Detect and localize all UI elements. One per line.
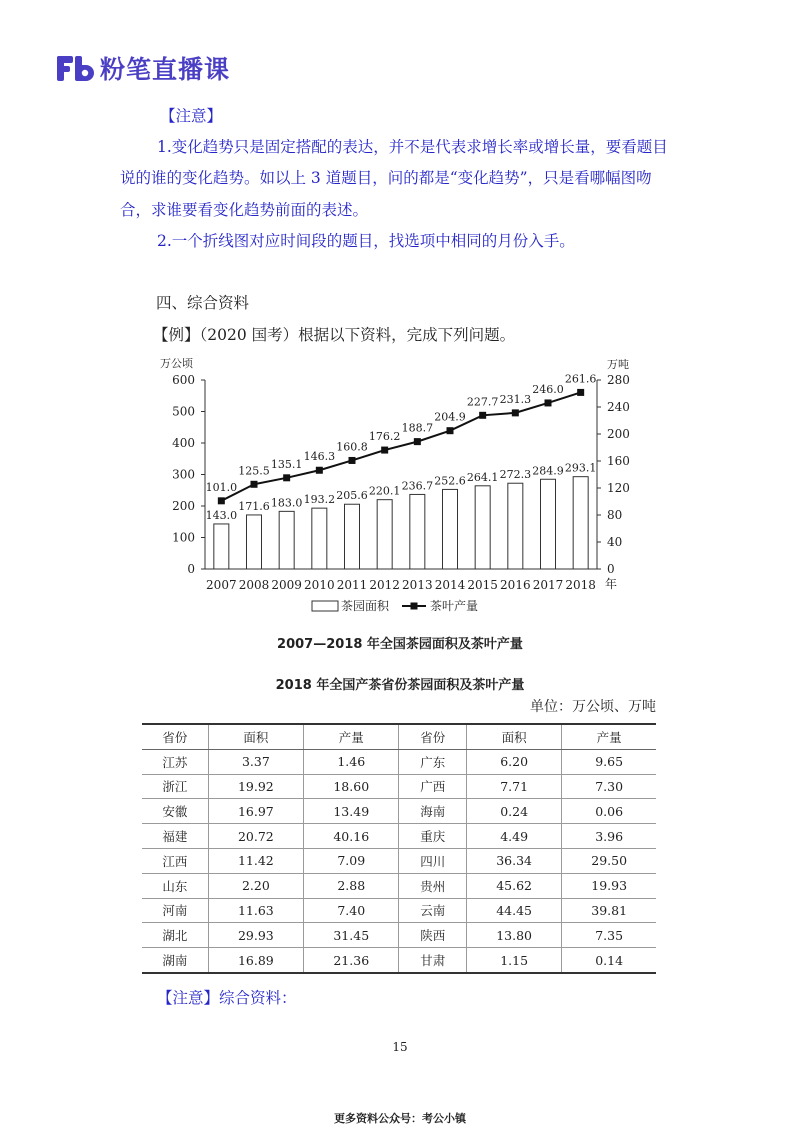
bar-tea-area (312, 508, 327, 569)
bar-data-label: 183.0 (270, 496, 303, 510)
bar-tea-area (279, 511, 294, 569)
table-cell: 福建 (142, 824, 208, 849)
x-axis-tick-label: 2018 (565, 578, 596, 592)
table-cell: 20.72 (208, 824, 303, 849)
x-axis-tick-label: 2007 (206, 578, 237, 592)
right-axis-tick-label: 40 (607, 535, 623, 549)
x-axis-tick-label: 2012 (369, 578, 400, 592)
bar-data-label: 220.1 (368, 484, 401, 498)
line-data-label: 188.7 (401, 421, 434, 435)
x-axis-tick-label: 2010 (304, 578, 335, 592)
table-cell: 1.15 (466, 948, 561, 973)
table-cell: 7.71 (466, 774, 561, 799)
table-row (142, 774, 656, 799)
x-axis-tick-label: 2016 (500, 578, 531, 592)
province-table (142, 723, 656, 974)
bar-tea-area (410, 494, 425, 569)
left-axis-tick-label: 600 (172, 373, 195, 387)
bar-data-label: 236.7 (401, 479, 434, 493)
table-cell: 16.97 (208, 799, 303, 824)
bar-tea-area (247, 515, 262, 569)
table-cell: 安徽 (142, 799, 208, 824)
x-axis-tick-label: 2011 (336, 578, 368, 592)
table-cell: 36.34 (466, 848, 561, 873)
final-note (157, 988, 297, 1008)
bar-data-label: 284.9 (532, 464, 564, 478)
table-header-row (142, 724, 656, 749)
table-cell: 广西 (399, 774, 466, 799)
bar-tea-area (443, 489, 458, 569)
bar-data-label: 193.2 (303, 493, 336, 507)
table-cell: 2.20 (208, 873, 303, 898)
table-cell: 13.49 (304, 799, 399, 824)
table-cell: 0.24 (466, 799, 561, 824)
table-cell: 浙江 (142, 774, 208, 799)
table-cell: 3.37 (208, 749, 303, 774)
bar-tea-area (508, 483, 523, 569)
table-unit: 单位：万公顷、万吨 (530, 699, 656, 715)
table-title: 2018 年全国产茶省份茶园面积及茶叶产量 (275, 678, 525, 693)
example-line (153, 325, 515, 345)
line-data-label: 227.7 (466, 395, 499, 409)
bar-tea-area (214, 524, 229, 569)
footer-text: 更多资料公众号：考公小镇 (334, 1112, 466, 1125)
table-row (142, 948, 656, 973)
table-header-cell: 省份 (399, 724, 466, 749)
table-cell: 河南 (142, 898, 208, 923)
legend-bar-swatch (312, 601, 338, 611)
right-axis-tick-label: 80 (607, 508, 623, 522)
chart-title: 2007—2018 年全国茶园面积及茶叶产量 (277, 637, 523, 652)
bar-data-label: 272.3 (499, 468, 532, 482)
table-cell: 11.42 (208, 848, 303, 873)
table-row (142, 824, 656, 849)
example-text: （2020 国考）根据以下资料，完成下列问题。 (199, 326, 516, 344)
table-row (142, 923, 656, 948)
left-axis-unit: 万公顷 (160, 357, 193, 370)
right-axis-tick-label: 0 (607, 562, 615, 576)
line-data-label: 135.1 (270, 457, 303, 471)
table-cell: 湖北 (142, 923, 208, 948)
line-point-marker (218, 497, 225, 504)
table-cell: 21.36 (304, 948, 399, 973)
table-cell: 3.96 (562, 824, 656, 849)
final-note-bracket: 【注意】 (157, 989, 220, 1007)
bar-data-label: 293.1 (564, 461, 597, 475)
note-line-2: 2.一个折线图对应时间段的题目，找选项中相同的月份入手。 (157, 232, 575, 250)
legend-line-label: 茶叶产量 (430, 599, 479, 613)
legend-bar-label: 茶园面积 (341, 599, 390, 613)
line-data-label: 125.5 (238, 464, 270, 478)
table-cell: 19.93 (562, 873, 656, 898)
line-point-marker (479, 412, 486, 419)
table-cell: 江西 (142, 848, 208, 873)
right-axis-tick-label: 240 (607, 400, 630, 414)
bar-data-label: 205.6 (336, 489, 368, 503)
note-line-1b: 说的谁的变化趋势。如以上 3 道题目，问的都是“变化趋势”，只是看哪幅图吻 (120, 169, 652, 187)
table-cell: 海南 (399, 799, 466, 824)
line-data-label: 261.6 (564, 372, 597, 386)
line-point-marker (512, 409, 519, 416)
section-title: 四、综合资料 (156, 294, 250, 312)
line-point-marker (447, 427, 454, 434)
bar-tea-area (345, 504, 360, 569)
tea-chart (150, 352, 650, 627)
left-axis-tick-label: 100 (172, 530, 195, 545)
line-point-marker (381, 447, 388, 454)
note-line-1c: 合，求谁要看变化趋势前面的表述。 (120, 201, 369, 219)
line-point-marker (251, 481, 258, 488)
table-cell: 山东 (142, 873, 208, 898)
left-axis-tick-label: 0 (187, 562, 195, 576)
example-bracket: 【例】 (153, 326, 200, 344)
legend-line-marker (411, 603, 418, 610)
table-row (142, 848, 656, 873)
table-cell: 7.30 (562, 774, 656, 799)
line-point-marker (545, 399, 552, 406)
table-cell: 40.16 (304, 824, 399, 849)
line-point-marker (414, 438, 421, 445)
bar-data-label: 171.6 (238, 499, 270, 513)
x-axis-tick-label: 2009 (271, 578, 302, 592)
table-cell: 江苏 (142, 749, 208, 774)
bar-tea-area (573, 477, 588, 569)
line-point-marker (283, 474, 290, 481)
table-header-cell: 产量 (304, 724, 399, 749)
table-row (142, 799, 656, 824)
table-cell: 18.60 (304, 774, 399, 799)
table-cell: 湖南 (142, 948, 208, 973)
page-number: 15 (392, 1040, 408, 1054)
bar-data-label: 264.1 (466, 470, 499, 484)
note-line-1a: 1.变化趋势只是固定搭配的表达，并不是代表求增长率或增长量，要看题目 (157, 138, 668, 156)
table-cell: 1.46 (304, 749, 399, 774)
line-data-label: 204.9 (434, 410, 466, 424)
right-axis-tick-label: 120 (607, 481, 630, 495)
table-cell: 6.20 (466, 749, 561, 774)
table-cell: 重庆 (399, 824, 466, 849)
table-cell: 2.88 (304, 873, 399, 898)
table-cell: 7.09 (304, 848, 399, 873)
bar-tea-area (541, 479, 556, 569)
x-axis-tick-label: 2014 (434, 578, 466, 592)
table-cell: 7.40 (304, 898, 399, 923)
line-data-label: 146.3 (303, 450, 336, 464)
table-cell: 31.45 (304, 923, 399, 948)
table-cell: 29.93 (208, 923, 303, 948)
table-row (142, 873, 656, 898)
logo-text: 粉笔直播课 (100, 55, 231, 84)
line-data-label: 101.0 (205, 480, 238, 494)
bar-data-label: 143.0 (205, 508, 238, 522)
brand-logo (56, 50, 230, 86)
left-axis-tick-label: 200 (172, 499, 195, 513)
table-cell: 四川 (399, 848, 466, 873)
line-point-marker (577, 389, 584, 396)
table-cell: 44.45 (466, 898, 561, 923)
table-header-cell: 面积 (466, 724, 561, 749)
table-cell: 贵州 (399, 873, 466, 898)
table-cell: 4.49 (466, 824, 561, 849)
table-cell: 0.14 (562, 948, 656, 973)
line-point-marker (316, 467, 323, 474)
table-cell: 16.89 (208, 948, 303, 973)
right-axis-tick-label: 200 (607, 427, 630, 441)
table-cell: 云南 (399, 898, 466, 923)
x-axis-tick-label: 2013 (402, 578, 433, 592)
table-cell: 13.80 (466, 923, 561, 948)
line-point-marker (349, 457, 356, 464)
bar-data-label: 252.6 (434, 474, 466, 488)
table-row (142, 898, 656, 923)
right-axis-unit: 万吨 (607, 358, 629, 371)
table-cell: 7.35 (562, 923, 656, 948)
table-cell: 29.50 (562, 848, 656, 873)
x-axis-tick-label: 2015 (467, 578, 498, 592)
x-axis-tick-label: 2017 (532, 578, 564, 592)
table-row (142, 749, 656, 774)
note-heading: 【注意】 (160, 107, 223, 125)
table-header-cell: 产量 (562, 724, 656, 749)
final-note-text: 综合资料： (219, 989, 297, 1007)
line-data-label: 160.8 (336, 440, 368, 454)
table-cell: 陕西 (399, 923, 466, 948)
left-axis-tick-label: 500 (172, 404, 195, 419)
table-header-cell: 省份 (142, 724, 208, 749)
x-axis-suffix: 年 (605, 577, 618, 591)
bar-tea-area (475, 486, 490, 569)
line-data-label: 231.3 (499, 392, 532, 406)
table-cell: 11.63 (208, 898, 303, 923)
right-axis-tick-label: 160 (607, 454, 630, 468)
fb-logo-icon (56, 53, 94, 83)
table-cell: 19.92 (208, 774, 303, 799)
table-cell: 39.81 (562, 898, 656, 923)
table-header-cell: 面积 (208, 724, 303, 749)
line-data-label: 176.2 (368, 430, 401, 444)
table-cell: 9.65 (562, 749, 656, 774)
table-cell: 0.06 (562, 799, 656, 824)
bar-tea-area (377, 500, 392, 569)
table-cell: 广东 (399, 749, 466, 774)
line-data-label: 246.0 (532, 382, 564, 396)
left-axis-tick-label: 300 (172, 467, 195, 482)
table-cell: 45.62 (466, 873, 561, 898)
left-axis-tick-label: 400 (172, 436, 195, 450)
x-axis-tick-label: 2008 (238, 578, 270, 592)
table-cell: 甘肃 (399, 948, 466, 973)
right-axis-tick-label: 280 (607, 373, 630, 387)
